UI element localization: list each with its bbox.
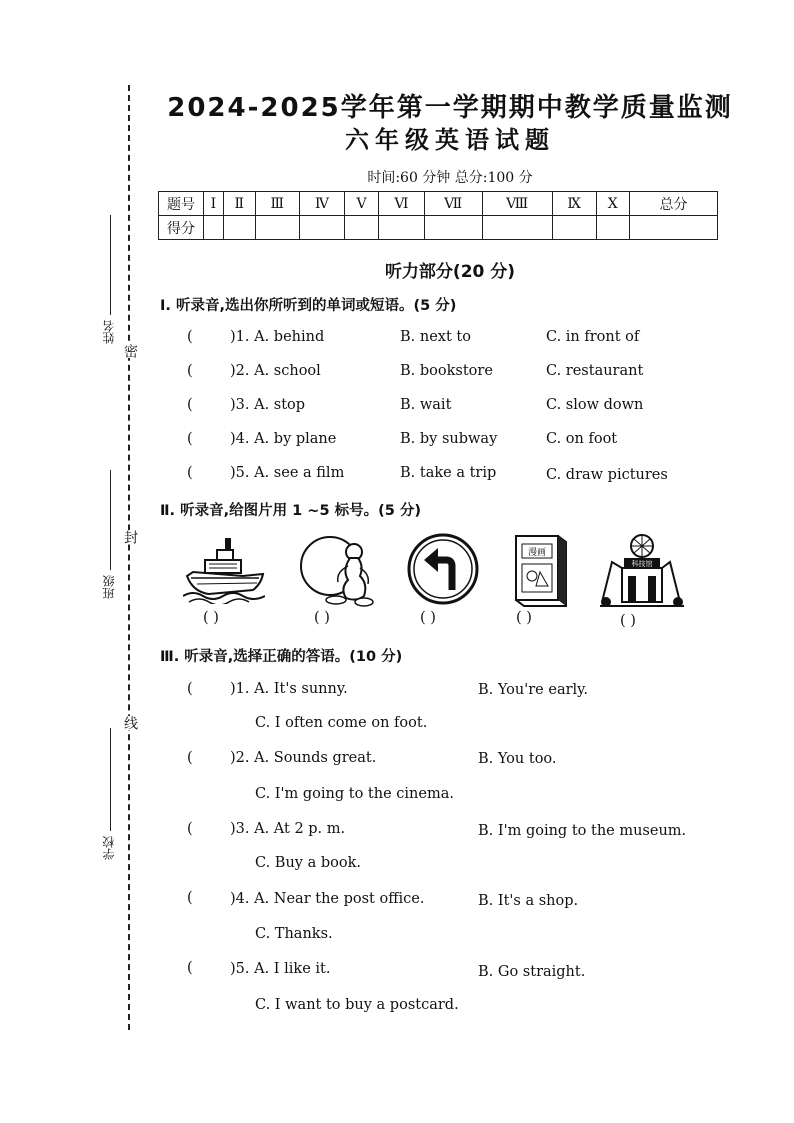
option-a: )2. A. Sounds great. xyxy=(230,750,377,766)
option-b: B. wait xyxy=(400,397,452,413)
score-cell[interactable] xyxy=(629,216,717,240)
option-c: C. I want to buy a postcard. xyxy=(255,997,459,1013)
option-a: )3. A. stop xyxy=(230,397,306,413)
seal-mark-xian: 线 xyxy=(122,716,138,730)
score-cell[interactable] xyxy=(596,216,629,240)
answer-blank[interactable]: ( xyxy=(187,960,193,976)
answer-blank[interactable]: ( xyxy=(187,821,193,837)
option-a: )5. A. see a film xyxy=(230,465,345,481)
answer-blank[interactable]: ( xyxy=(187,681,193,697)
score-cell[interactable] xyxy=(299,216,345,240)
score-cell[interactable] xyxy=(424,216,482,240)
moon-fairy-icon xyxy=(298,532,376,608)
option-a: )4. A. by plane xyxy=(230,431,337,447)
option-c: C. I'm going to the cinema. xyxy=(255,786,454,802)
answer-blank[interactable]: ( xyxy=(187,363,193,379)
option-c: C. slow down xyxy=(546,397,644,413)
museum-sign-text: 科技馆 xyxy=(631,560,653,568)
option-b: B. It's a shop. xyxy=(478,893,579,909)
option-a: )5. A. I like it. xyxy=(230,961,331,977)
science-museum-icon xyxy=(598,532,684,610)
picture-1-blank[interactable]: ( ) xyxy=(203,610,219,626)
option-c: C. on foot xyxy=(546,431,618,447)
picture-5-blank[interactable]: ( ) xyxy=(620,613,636,629)
option-a: )1. A. It's sunny. xyxy=(230,681,348,697)
exam-time-score: 时间:60 分钟 总分:100 分 xyxy=(367,170,533,186)
option-b: B. Go straight. xyxy=(478,964,586,980)
listening-part-title: 听力部分(20 分) xyxy=(384,262,516,282)
column-header: Ⅰ xyxy=(204,192,224,216)
section-3-heading: Ⅲ. 听录音,选择正确的答语。(10 分) xyxy=(160,649,403,665)
answer-blank[interactable]: ( xyxy=(187,890,193,906)
name-field-label: 姓名 xyxy=(102,320,116,344)
column-header: 总分 xyxy=(629,192,717,216)
class-field-label: 班级 xyxy=(102,575,116,599)
column-header: Ⅵ xyxy=(378,192,424,216)
picture-2-blank[interactable]: ( ) xyxy=(314,610,330,626)
score-table-score-row xyxy=(159,216,718,240)
option-b: B. take a trip xyxy=(400,465,497,481)
option-c: C. draw pictures xyxy=(546,467,668,483)
column-header: Ⅷ xyxy=(482,192,552,216)
section-2-heading: Ⅱ. 听录音,给图片用 1 ~5 标号。(5 分) xyxy=(160,503,421,519)
answer-blank[interactable]: ( xyxy=(187,750,193,766)
option-b: B. bookstore xyxy=(400,363,493,379)
option-b: B. I'm going to the museum. xyxy=(478,823,687,839)
ship-icon xyxy=(183,532,265,604)
score-cell[interactable] xyxy=(223,216,255,240)
comic-book-title: 漫画 xyxy=(527,548,547,558)
score-cell[interactable] xyxy=(378,216,424,240)
answer-blank[interactable]: ( xyxy=(187,465,193,481)
option-a: )2. A. school xyxy=(230,363,321,379)
option-a: )3. A. At 2 p. m. xyxy=(230,821,346,837)
binding-line xyxy=(128,85,130,1030)
option-b: B. You're early. xyxy=(478,682,589,698)
school-field-label: 学校 xyxy=(102,836,116,860)
column-header: Ⅴ xyxy=(345,192,379,216)
column-header: Ⅸ xyxy=(552,192,596,216)
option-c: C. restaurant xyxy=(546,363,644,379)
score-table xyxy=(158,191,718,240)
column-header: Ⅱ xyxy=(223,192,255,216)
option-c: C. Buy a book. xyxy=(255,855,361,871)
seal-mark-mi: 密 xyxy=(122,344,138,358)
picture-4-blank[interactable]: ( ) xyxy=(516,610,532,626)
row-label: 题号 xyxy=(159,192,204,216)
answer-blank[interactable]: ( xyxy=(187,431,193,447)
column-header: Ⅹ xyxy=(596,192,629,216)
row-label: 得分 xyxy=(159,216,204,240)
seal-mark-feng: 封 xyxy=(122,530,138,544)
option-c: C. I often come on foot. xyxy=(255,715,428,731)
option-b: B. next to xyxy=(400,329,471,345)
option-a: )1. A. behind xyxy=(230,329,325,345)
option-a: )4. A. Near the post office. xyxy=(230,891,425,907)
score-cell[interactable] xyxy=(204,216,224,240)
answer-blank[interactable]: ( xyxy=(187,329,193,345)
turn-left-sign-icon xyxy=(406,532,480,606)
column-header: Ⅲ xyxy=(255,192,299,216)
score-cell[interactable] xyxy=(345,216,379,240)
school-field-blank[interactable] xyxy=(110,728,111,831)
column-header: Ⅶ xyxy=(424,192,482,216)
option-c: C. in front of xyxy=(546,329,640,345)
score-table-header-row xyxy=(159,192,718,216)
score-cell[interactable] xyxy=(552,216,596,240)
section-1-heading: Ⅰ. 听录音,选出你所听到的单词或短语。(5 分) xyxy=(160,298,457,314)
option-c: C. Thanks. xyxy=(255,926,333,942)
score-cell[interactable] xyxy=(255,216,299,240)
column-header: Ⅳ xyxy=(299,192,345,216)
option-b: B. by subway xyxy=(400,431,498,447)
name-field-blank[interactable] xyxy=(110,215,111,315)
class-field-blank[interactable] xyxy=(110,470,111,570)
answer-blank[interactable]: ( xyxy=(187,397,193,413)
score-cell[interactable] xyxy=(482,216,552,240)
option-b: B. You too. xyxy=(478,751,557,767)
picture-3-blank[interactable]: ( ) xyxy=(420,610,436,626)
comic-book-icon xyxy=(510,532,572,608)
exam-subtitle: 六年级英语试题 xyxy=(345,126,555,154)
exam-title: 2024-2025学年第一学期期中教学质量监测 xyxy=(167,93,733,123)
